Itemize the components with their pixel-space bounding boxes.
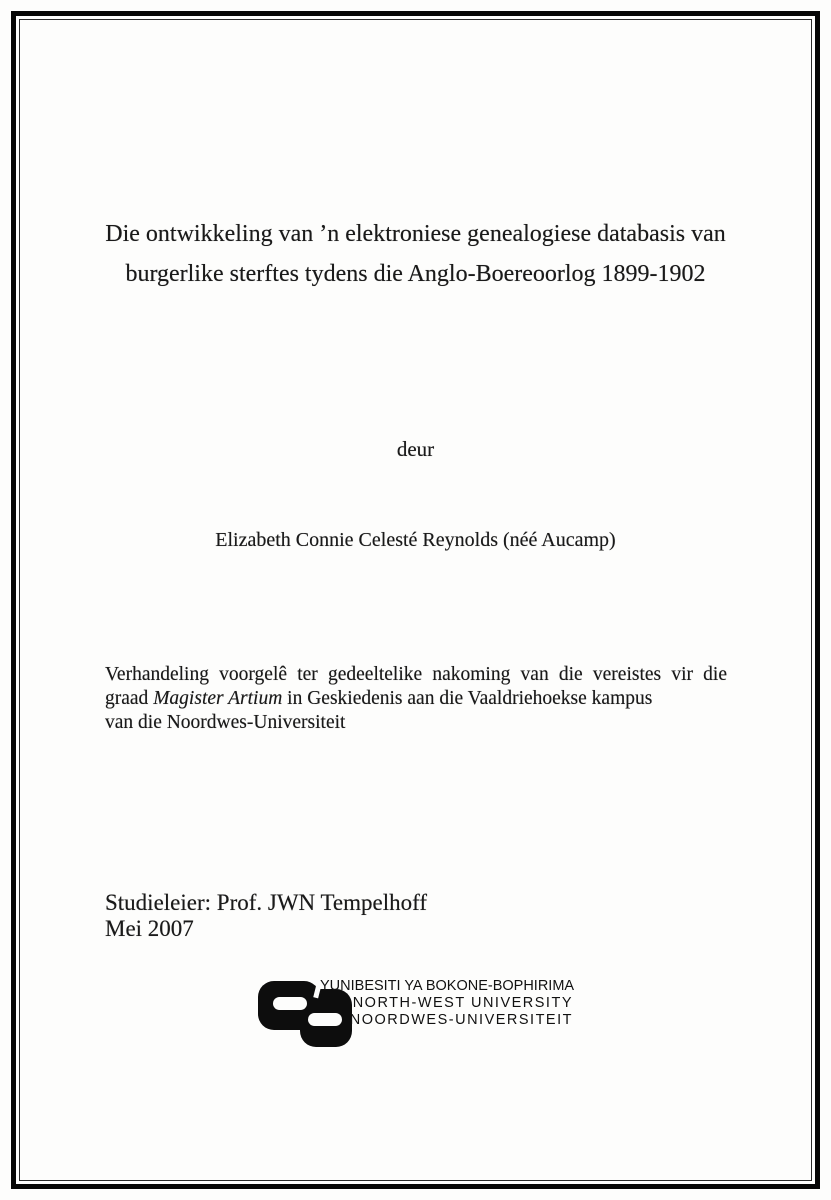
supervisor-line: Studieleier: Prof. JWN Tempelhoff — [105, 890, 428, 915]
wordmark-setswana: YUNIBESITI YA BOKONE-BOPHIRIMA — [320, 978, 575, 994]
degree-statement-line2-prefix: graad — [105, 688, 149, 709]
thesis-title-line1: Die ontwikkeling van ’n elektroniese genealogiese databasis van — [105, 221, 726, 247]
thesis-title — [60, 214, 771, 294]
university-wordmark — [320, 978, 573, 1029]
degree-statement — [105, 663, 727, 735]
university-logo — [258, 975, 578, 1055]
thesis-title-line2: burgerlike sterftes tydens die Anglo-Boereoorlog 1899-1902 — [125, 261, 706, 287]
supervisor-block — [105, 890, 427, 942]
author-name: Elizabeth Connie Celesté Reynolds (néé Aucamp) — [215, 529, 616, 551]
degree-statement-line2 — [105, 687, 727, 711]
wordmark-afrikaans: NOORDWES-UNIVERSITEIT — [349, 1012, 573, 1028]
degree-statement-line2-suffix: in Geskiedenis aan die Vaaldriehoekse kampus — [287, 688, 653, 709]
degree-name-italic: Magister Artium — [153, 688, 283, 709]
byline-label: deur — [396, 437, 435, 461]
degree-statement-line3: van die Noordwes-Universiteit — [105, 712, 346, 733]
date-line: Mei 2007 — [105, 916, 194, 941]
wordmark-english: NORTH-WEST UNIVERSITY — [352, 995, 573, 1011]
degree-statement-line1: Verhandeling voorgelê ter gedeeltelike nakoming van die vereistes vir die — [105, 664, 727, 685]
